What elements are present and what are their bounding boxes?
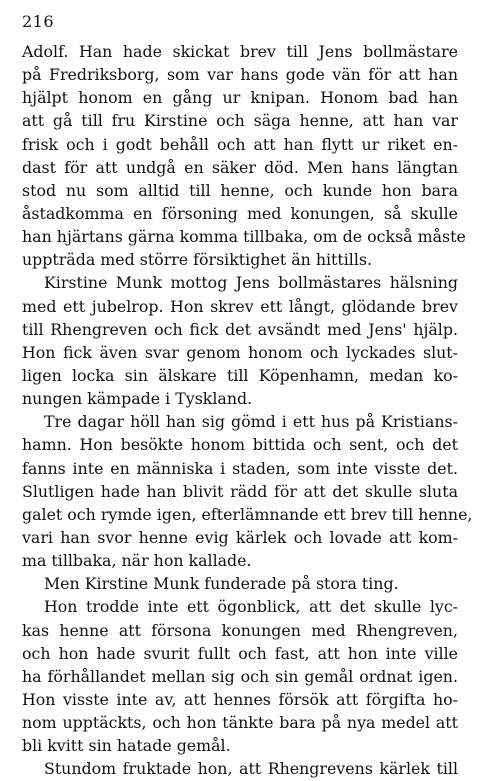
text-line: nungen kämpade i Tyskland.: [22, 389, 253, 409]
text-line: och hon hade svurit fullt och fast, att hon inte ville: [22, 643, 458, 663]
text-line: frisk och i godt behåll och att han flytt ur riket en-: [22, 134, 458, 154]
text-line: kas henne att försona konungen med Rhengreven,: [22, 620, 458, 640]
text-line: Kirstine Munk mottog Jens bollmästares hälsning: [44, 273, 458, 293]
text-line: galet och rymde igen, efterlämnande ett brev till henne,: [22, 504, 473, 524]
text-line: hjälpt honom en gång ur knipan. Honom bad han: [22, 88, 458, 108]
text-line: Men Kirstine Munk funderade på stora ting.: [44, 574, 399, 594]
text-line: ha förhållandet mellan sig och sin gemål ordnat igen.: [22, 666, 458, 686]
text-line: ligen locka sin älskare till Köpenhamn, medan ko-: [22, 365, 458, 385]
text-line: vari han svor henne evig kärlek och lovade att kom-: [22, 527, 458, 547]
text-line: att gå till fru Kirstine och säga henne, att han var: [22, 111, 458, 131]
text-line: åstadkomma en försoning med konungen, så skulle: [22, 203, 458, 223]
text-line: nom upptäckts, och hon tänkte bara på nya medel att: [22, 713, 458, 733]
text-line: Hon trodde inte ett ögonblick, att det skulle lyc-: [44, 597, 458, 617]
text-line: hamn. Hon besökte honom bittida och sent, och det: [22, 435, 458, 455]
text-line: till Rhengreven och fick det avsändt med Jens' hjälp.: [22, 319, 458, 339]
text-line: med ett jubelrop. Hon skrev ett långt, glödande brev: [22, 296, 458, 316]
text-line: Hon fick även svar genom honom och lyckades slut-: [22, 342, 458, 362]
text-line: ma tillbaka, när hon kallade.: [22, 551, 252, 571]
text-line: Slutligen hade han blivit rädd för att det skulle sluta: [22, 481, 458, 501]
text-line: uppträda med större försiktighet än hittills.: [22, 250, 373, 270]
text-line: dast för att undgå en säker död. Men hans längtan: [22, 157, 458, 177]
page-number: 216: [22, 12, 55, 31]
text-line: Tre dagar höll han sig gömd i ett hus på Kristians-: [44, 412, 458, 432]
text-line: Stundom fruktade hon, att Rhengrevens kärlek till: [44, 759, 458, 779]
text-line: Adolf. Han hade skickat brev till Jens bollmästare: [22, 42, 458, 61]
body-text: [22, 40, 473, 781]
text-line: han hjärtans gärna komma tillbaka, om de också måste: [22, 227, 466, 247]
text-line: på Fredriksborg, som var hans gode vän för att han: [22, 65, 458, 85]
text-line: stod nu som alltid till henne, och kunde hon bara: [22, 180, 458, 200]
text-line: Hon visste inte av, att hennes försök att förgifta ho-: [22, 689, 458, 709]
text-line: bli kvitt sin hatade gemål.: [22, 736, 231, 756]
text-line: fanns inte en människa i staden, som inte visste det.: [22, 458, 458, 478]
